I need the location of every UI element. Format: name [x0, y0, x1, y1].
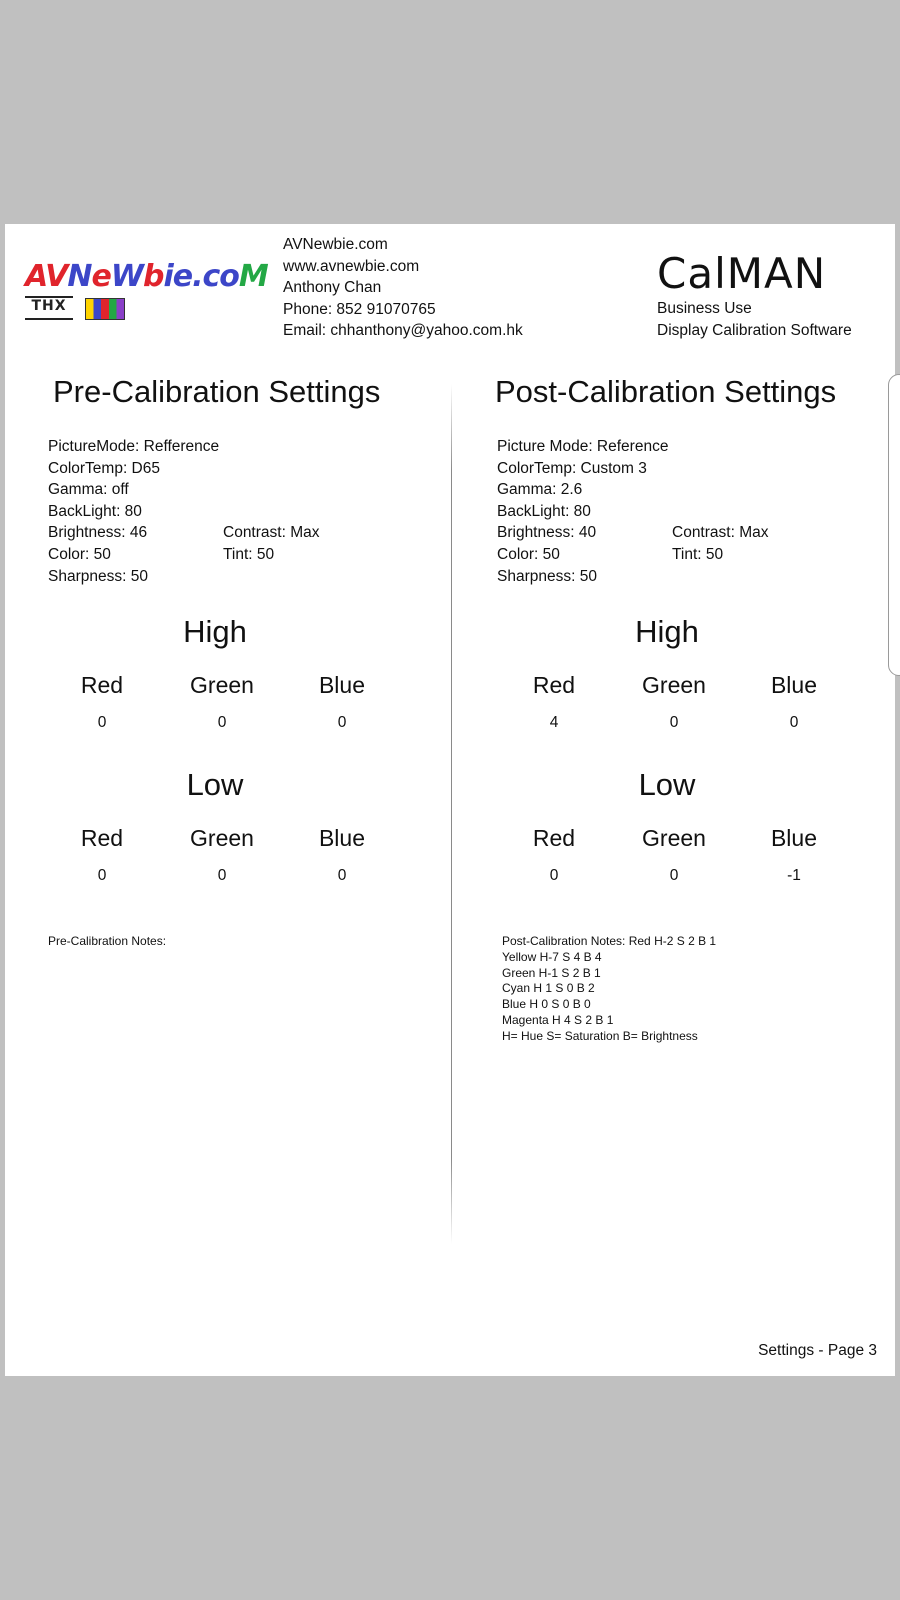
calman-tagline: Display Calibration Software — [657, 321, 852, 339]
post-low-red-value: 0 — [549, 867, 559, 884]
post-high-red-value: 4 — [549, 714, 559, 731]
gamma: Gamma: 2.6 — [497, 481, 583, 499]
brightness: Brightness: 46 — [48, 524, 148, 542]
pre-high-red-label: Red — [80, 672, 124, 698]
contact-phone: Phone: 852 91070765 — [283, 300, 436, 318]
post-low-values — [494, 867, 854, 885]
post-high-green-label: Green — [642, 672, 706, 698]
contrast: Contrast: Max — [223, 524, 320, 542]
pre-high-blue-value: 0 — [337, 714, 347, 731]
sharpness: Sharpness: 50 — [48, 567, 148, 585]
picture-mode: Picture Mode: Reference — [497, 438, 669, 455]
contact-name: Anthony Chan — [283, 279, 382, 296]
column-divider — [451, 384, 452, 1244]
color-temp: ColorTemp: Custom 3 — [497, 459, 647, 477]
side-panel-handle[interactable] — [888, 374, 900, 676]
brightness: Brightness: 40 — [497, 524, 597, 542]
pre-low-green-value: 0 — [217, 867, 227, 884]
post-low-labels — [494, 825, 854, 852]
page-footer: Settings - Page 3 — [758, 1342, 877, 1359]
post-calibration-title: Post-Calibration Settings — [495, 374, 837, 409]
pre-calibration-settings — [48, 436, 378, 587]
pre-high-green-value: 0 — [217, 714, 227, 731]
pre-low-title: Low — [186, 767, 244, 802]
gamma: Gamma: off — [48, 481, 129, 499]
post-notes-line: Blue H 0 S 0 B 0 — [502, 997, 591, 1012]
backlight: BackLight: 80 — [497, 502, 591, 520]
post-notes-line: Yellow H-7 S 4 B 4 — [502, 949, 602, 964]
post-notes-line: Cyan H 1 S 0 B 2 — [502, 981, 595, 996]
pre-calibration-notes — [48, 934, 166, 950]
avnewbie-logo — [25, 259, 268, 320]
post-high-blue-value: 0 — [789, 714, 799, 731]
post-high-title: High — [635, 614, 699, 649]
pre-high-green-label: Green — [190, 672, 254, 698]
calman-business-use: Business Use — [657, 300, 752, 317]
post-low-blue-value: -1 — [787, 867, 801, 884]
post-low-title: Low — [638, 767, 696, 802]
contrast: Contrast: Max — [672, 524, 769, 542]
post-notes-legend: H= Hue S= Saturation B= Brightness — [502, 1028, 698, 1043]
post-high-values — [494, 714, 854, 732]
pre-low-blue-label: Blue — [318, 825, 366, 851]
pre-low-labels — [42, 825, 402, 852]
pre-low-red-value: 0 — [97, 867, 107, 884]
thx-logo: THX — [25, 296, 73, 320]
calman-logo: CalMAN — [657, 249, 827, 298]
post-high-red-label: Red — [532, 672, 576, 698]
picture-mode: PictureMode: Refference — [48, 438, 220, 455]
pre-calibration-title: Pre-Calibration Settings — [53, 374, 381, 409]
pre-high-red-value: 0 — [97, 714, 107, 731]
pre-high-title: High — [183, 614, 247, 649]
tint: Tint: 50 — [223, 545, 275, 563]
calman-brand — [657, 250, 852, 341]
color: Color: 50 — [48, 545, 111, 563]
contact-website: www.avnewbie.com — [283, 257, 420, 275]
pre-high-labels — [42, 672, 402, 699]
color: Color: 50 — [497, 545, 560, 563]
post-low-blue-label: Blue — [770, 825, 818, 851]
post-calibration-notes — [502, 934, 716, 1045]
post-high-green-value: 0 — [669, 714, 679, 731]
contact-email: Email: chhanthony@yahoo.com.hk — [283, 322, 523, 339]
pre-high-values — [42, 714, 402, 732]
post-notes-line: Magenta H 4 S 2 B 1 — [502, 1012, 614, 1027]
pre-high-blue-label: Blue — [318, 672, 366, 698]
isf-logo — [85, 298, 125, 320]
contact-site-name: AVNewbie.com — [283, 236, 388, 253]
post-notes-line: Post-Calibration Notes: Red H-2 S 2 B 1 — [502, 934, 717, 948]
contact-info — [283, 234, 523, 342]
post-calibration-settings — [497, 436, 827, 587]
pre-low-values — [42, 867, 402, 885]
avnewbie-logo-text: AVNeWbie.coM — [25, 259, 268, 294]
pre-low-green-label: Green — [190, 825, 254, 851]
pre-low-blue-value: 0 — [337, 867, 347, 884]
post-high-labels — [494, 672, 854, 699]
color-temp: ColorTemp: D65 — [48, 459, 160, 477]
post-notes-line: Green H-1 S 2 B 1 — [502, 965, 601, 980]
post-high-blue-label: Blue — [770, 672, 818, 698]
pre-notes-line: Pre-Calibration Notes: — [48, 934, 167, 948]
tint: Tint: 50 — [672, 545, 724, 563]
backlight: BackLight: 80 — [48, 502, 142, 520]
sharpness: Sharpness: 50 — [497, 567, 597, 585]
document-page — [5, 224, 895, 1376]
post-low-red-label: Red — [532, 825, 576, 851]
pre-low-red-label: Red — [80, 825, 124, 851]
post-low-green-value: 0 — [669, 867, 679, 884]
post-low-green-label: Green — [642, 825, 706, 851]
